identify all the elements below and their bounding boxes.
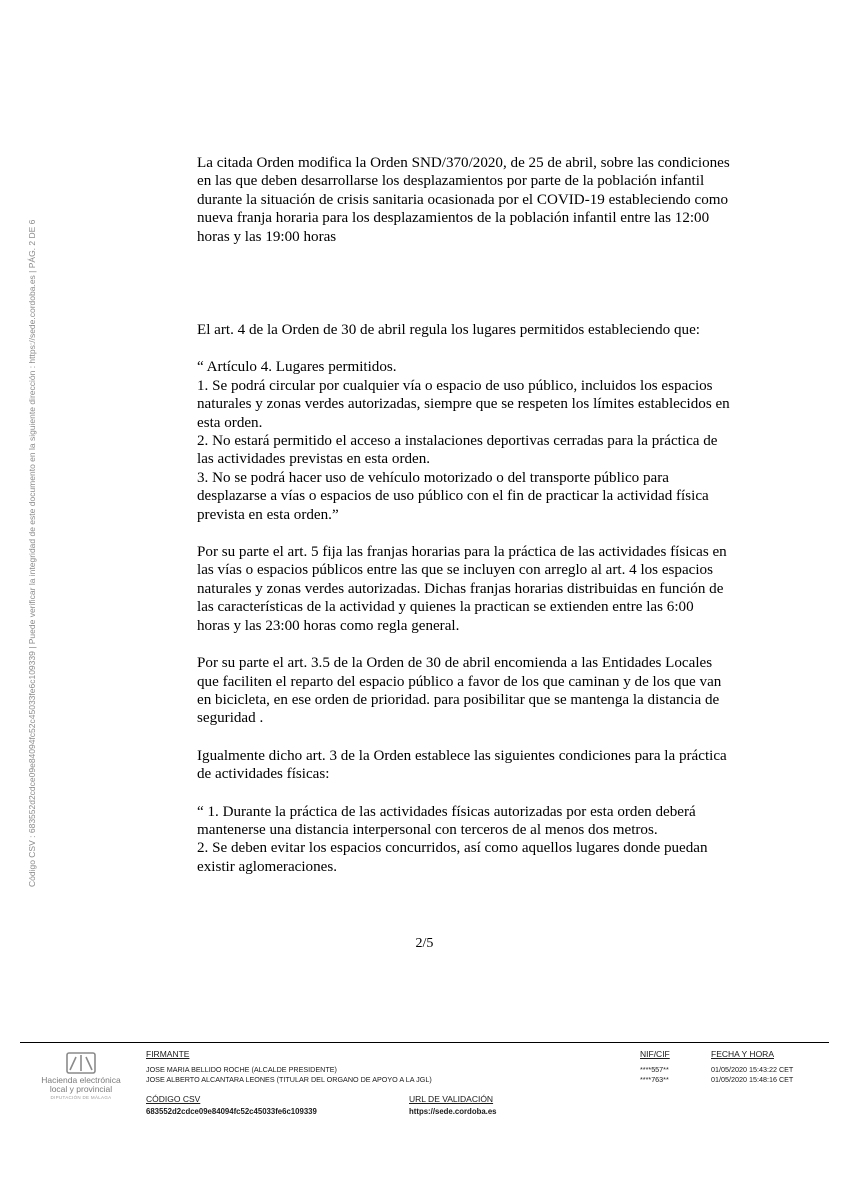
signer-2-date: 01/05/2020 15:48:16 CET <box>711 1075 794 1084</box>
quote-art4-heading: “ Artículo 4. Lugares permitidos. <box>197 359 397 376</box>
paragraph-art35-entidades: Por su parte el art. 3.5 de la Orden de 30 de abril encomienda a las Entidades Locales que faciliten el reparto del espacio público a favor de los que caminan y de los que van en bicicleta, en ese orden de prioridad. para posibilitar que se mantenga la distancia de seguridad . <box>197 655 722 727</box>
firmante-label: FIRMANTE <box>146 1049 190 1059</box>
quote-art3-point2: 2. Se deben evitar los espacios concurridos, así como aquellos lugares donde puedan existir aglomeraciones. <box>197 840 708 875</box>
csv-verification-stamp: Código CSV : 683552d2cdce09e84094fc52c45033fe6c109339 | Puede verificar la integridad de este documento en la siguiente dirección : https://sede.cordoba.es | PÁG. 2 DE 6 <box>27 219 37 887</box>
page-number: 2/5 <box>415 936 434 951</box>
signer-2-nif: ****763** <box>640 1075 669 1084</box>
signer-1-nif: ****557** <box>640 1065 669 1074</box>
quote-art3-point1: “ 1. Durante la práctica de las actividades físicas autorizadas por esta orden deberá mantenerse una distancia interpersonal con terceros de al menos dos metros. <box>197 803 696 838</box>
paragraph-art4-intro: El art. 4 de la Orden de 30 de abril regula los lugares permitidos estableciendo que: <box>197 322 700 338</box>
logo-text-line1: Hacienda electrónica <box>41 1075 121 1085</box>
hacienda-logo <box>38 1052 124 1101</box>
fecha-label: FECHA Y HORA <box>711 1049 774 1059</box>
hacienda-logo-icon <box>66 1052 96 1074</box>
url-label: URL DE VALIDACIÓN <box>409 1094 494 1104</box>
logo-text-line3: DIPUTACIÓN DE MÁLAGA <box>50 1095 112 1100</box>
signer-1-name: JOSE MARIA BELLIDO ROCHE (ALCALDE PRESIDENTE) <box>146 1065 337 1074</box>
document-body-continued <box>197 321 730 876</box>
logo-text-line2: local y provincial <box>49 1084 113 1094</box>
url-validacion-link[interactable]: https://sede.cordoba.es <box>409 1107 497 1116</box>
csv-value: 683552d2cdce09e84094fc52c45033fe6c109339 <box>146 1107 317 1116</box>
document-body <box>197 154 730 246</box>
paragraph-art5-franjas: Por su parte el art. 5 fija las franjas horarias para la práctica de las actividades físicas en las vías o espacios públicos entre las que se incluyen con arreglo al art. 4 los espacios naturales y zonas verdes autorizadas. Dichas franjas horarias distribuidas en función de las características de la actividad y quienes la practican se extienden entre las 6:00 horas y las 23:00 horas como regla general. <box>197 544 727 634</box>
quote-art4-point3: 3. No se podrá hacer uso de vehículo motorizado o del transporte público para desplazarse a vías o espacios de uso público con el fin de practicar la actividad física prevista en esta orden.” <box>197 469 709 523</box>
quote-art4-point1: 1. Se podrá circular por cualquier vía o espacio de uso público, incluidos los espacios naturales y zonas verdes autorizadas, siempre que se respeten los límites establecidos en esta orden. <box>197 377 730 431</box>
footer-divider <box>20 1042 829 1043</box>
signer-1-date: 01/05/2020 15:43:22 CET <box>711 1065 794 1074</box>
quote-art4-point2: 2. No estará permitido el acceso a instalaciones deportivas cerradas para la práctica de las actividades previstas en esta orden. <box>197 433 718 468</box>
signer-2-name: JOSE ALBERTO ALCANTARA LEONES (TITULAR DEL ORGANO DE APOYO A LA JGL) <box>146 1075 432 1084</box>
signature-footer <box>0 1040 849 1130</box>
csv-label: CÓDIGO CSV <box>146 1094 201 1104</box>
paragraph-orden-modifica: La citada Orden modifica la Orden SND/370/2020, de 25 de abril, sobre las condiciones en las que deben desarrollarse los desplazamientos por parte de la población infantil durante la situación de crisis sanitaria ocasionada por el COVID-19 estableciendo como nueva franja horaria para los desplazamientos de la población infantil entre las 12:00 horas y las 19:00 horas <box>197 155 730 245</box>
paragraph-art3-condiciones: Igualmente dicho art. 3 de la Orden establece las siguientes condiciones para la práctica de actividades físicas: <box>197 747 727 783</box>
nif-label: NIF/CIF <box>640 1049 670 1059</box>
